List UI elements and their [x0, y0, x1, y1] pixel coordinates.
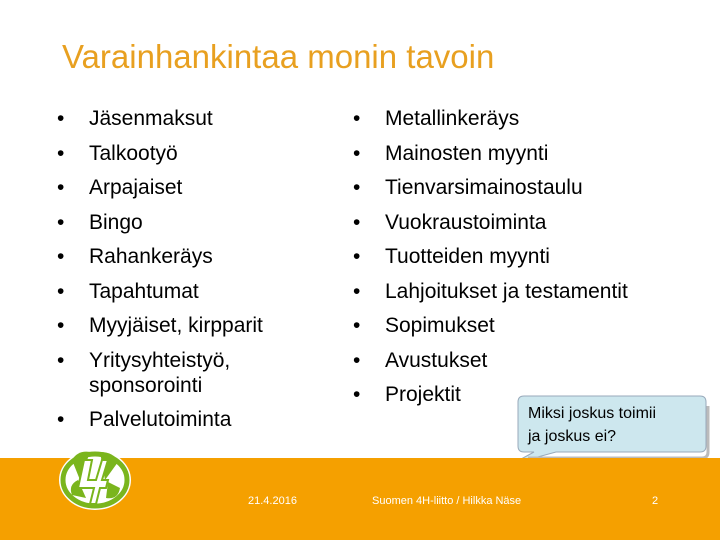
list-item: • Avustukset: [353, 344, 683, 379]
bullet-icon: •: [353, 245, 361, 268]
list-item: • Myyjäiset, kirpparit: [57, 309, 327, 344]
list-item: • Rahankeräys: [57, 240, 327, 275]
footer-organization: Suomen 4H-liitto / Hilkka Näse: [372, 495, 522, 507]
footer-date: 21.4.2016: [248, 495, 297, 507]
bullet-icon: •: [57, 408, 65, 431]
bullet-icon: •: [353, 348, 361, 372]
list-item: • Talkootyö: [57, 137, 327, 172]
list-item: • Tienvarsimainostaulu: [353, 171, 683, 206]
list-item: • Bingo: [57, 206, 327, 241]
list-item: • Palvelutoiminta: [57, 403, 327, 438]
left-bullet-list: [57, 102, 327, 438]
list-item: • Tapahtumat: [57, 275, 327, 310]
list-item: • Vuokraustoiminta: [353, 206, 683, 241]
list-item: • Arpajaiset: [57, 171, 327, 206]
bullet-icon: •: [353, 176, 361, 199]
slide-title: Varainhankintaa monin tavoin: [62, 38, 495, 75]
bullet-icon: •: [353, 141, 361, 165]
bullet-icon: •: [57, 279, 65, 303]
footer-page-number: 2: [652, 495, 659, 507]
bullet-icon: •: [353, 279, 361, 303]
bullet-icon: •: [57, 107, 65, 130]
list-item: • Lahjoitukset ja testamentit: [353, 275, 683, 310]
bullet-icon: •: [353, 107, 361, 130]
right-bullet-list: [353, 102, 683, 413]
bullet-icon: •: [57, 176, 65, 199]
list-item: • Mainosten myynti: [353, 137, 683, 172]
bullet-icon: •: [353, 314, 361, 337]
bullet-icon: •: [57, 348, 65, 372]
bullet-icon: •: [353, 210, 361, 234]
4h-clover-logo-icon: [50, 440, 140, 520]
callout-bubble: [516, 394, 706, 462]
list-item: • Jäsenmaksut: [57, 102, 327, 137]
bullet-icon: •: [353, 383, 361, 406]
list-item: • Sopimukset: [353, 309, 683, 344]
list-item: • Metallinkeräys: [353, 102, 683, 137]
callout-line-2: ja joskus ei?: [528, 428, 617, 445]
bullet-icon: •: [57, 210, 65, 234]
list-item: • Projektit: [353, 378, 683, 413]
callout-text: [528, 402, 698, 448]
bullet-icon: •: [57, 245, 65, 268]
bullet-icon: •: [57, 141, 65, 165]
bullet-icon: •: [57, 314, 65, 337]
list-item: • Tuotteiden myynti: [353, 240, 683, 275]
list-item: • Yritysyhteistyö, sponsorointi: [57, 344, 327, 404]
callout-line-1: Miksi joskus toimii: [528, 405, 657, 422]
